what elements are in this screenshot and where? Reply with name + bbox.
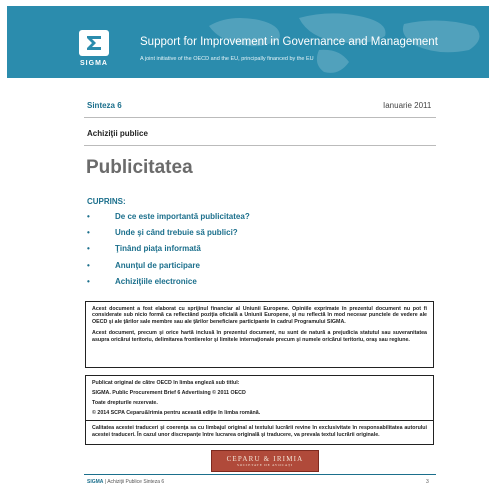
bullet-icon: •	[87, 228, 90, 238]
section-label: Achiziţii publice	[87, 129, 148, 138]
stamp-brand: CEPARU & IRIMIA	[226, 455, 304, 463]
banner-subtitle: A joint initiative of the OECD and the EU, principally financed by the EU	[140, 56, 314, 62]
brief-date: Ianuarie 2011	[383, 101, 432, 110]
sigma-symbol-icon	[84, 34, 104, 52]
footer-text: SIGMA | Achiziţii Publice Sinteza 6	[87, 479, 165, 485]
toc-item[interactable]: • Unde şi când trebuie să publici?	[87, 228, 238, 238]
disclaimer-paragraph: Acest document, precum şi orice hartă inclusă în prezentul document, nu sunt de natură a prejudicia statutul sau suveranitatea asupra oricărui teritoriu, delimitarea frontierelor şi limitele internaţionale precum şi numele oricărui teritoriu, oraş sau regiune.	[92, 330, 427, 343]
copyright-line: Publicat original de către OECD în limba engleză sub titlul:	[92, 380, 240, 386]
footer-brand: SIGMA	[87, 479, 104, 485]
box-divider	[86, 420, 433, 421]
divider	[84, 117, 436, 118]
bullet-icon: •	[87, 244, 90, 254]
stamp-tagline: SOCIETATE DE AVOCAŢI	[237, 463, 293, 467]
copyright-line: © 2014 SCPA Ceparu&Irimia pentru această ediţie în limba română.	[92, 409, 261, 416]
divider	[84, 145, 436, 146]
header-banner	[7, 6, 489, 78]
disclaimer-paragraph: Acest document a fost elaborat cu sprijinul financiar al Uniunii Europene. Opiniile exprimate în prezentul document nu pot fi considerate sub nicio formă ca reflectând poziţia oficială a Uniunii Europene, şi nu reflectă în mod necesar punctele de vedere ale OECD şi ale ţărilor sale membre sau ale ţărilor beneficiare participante în cadrul Programului SIGMA.	[92, 306, 427, 325]
toc-heading: CUPRINS:	[87, 197, 126, 206]
disclaimer-box	[85, 301, 434, 368]
logo-text: SIGMA	[80, 60, 108, 67]
brief-number: Sinteza 6	[87, 101, 122, 110]
bullet-icon: •	[87, 212, 90, 221]
copyright-line: Toate drepturile rezervate.	[92, 399, 158, 406]
toc-item[interactable]: • Achiziţiile electronice	[87, 276, 197, 286]
banner-title: Support for Improvement in Governance and Management	[140, 36, 438, 48]
page-title: Publicitatea	[86, 157, 193, 178]
sigma-logo	[79, 30, 109, 56]
bullet-icon: •	[87, 276, 90, 286]
translation-note: Calitatea acestei traduceri şi coerenţa sa cu limbajul original al textului lucrării revine în exclusivitate în responsabilitatea autorului acestei traduceri. În cazul unor discrepanţe între lucrarea originală şi traducere, va prevala textul lucrării originale.	[92, 425, 427, 438]
copyright-line: SIGMA. Public Procurement Brief 6 Advertising © 2011 OECD	[92, 389, 246, 396]
copyright-box	[85, 375, 434, 445]
toc-item[interactable]: • Anunţul de participare	[87, 260, 200, 270]
publisher-stamp	[211, 450, 319, 472]
toc-item[interactable]: • Ţinând piaţa informată	[87, 244, 201, 254]
toc-item[interactable]: • De ce este importantă publicitatea?	[87, 212, 250, 221]
bullet-icon: •	[87, 260, 90, 270]
toc-list	[87, 212, 250, 293]
page-number: 3	[426, 479, 429, 485]
footer-divider	[84, 474, 436, 475]
